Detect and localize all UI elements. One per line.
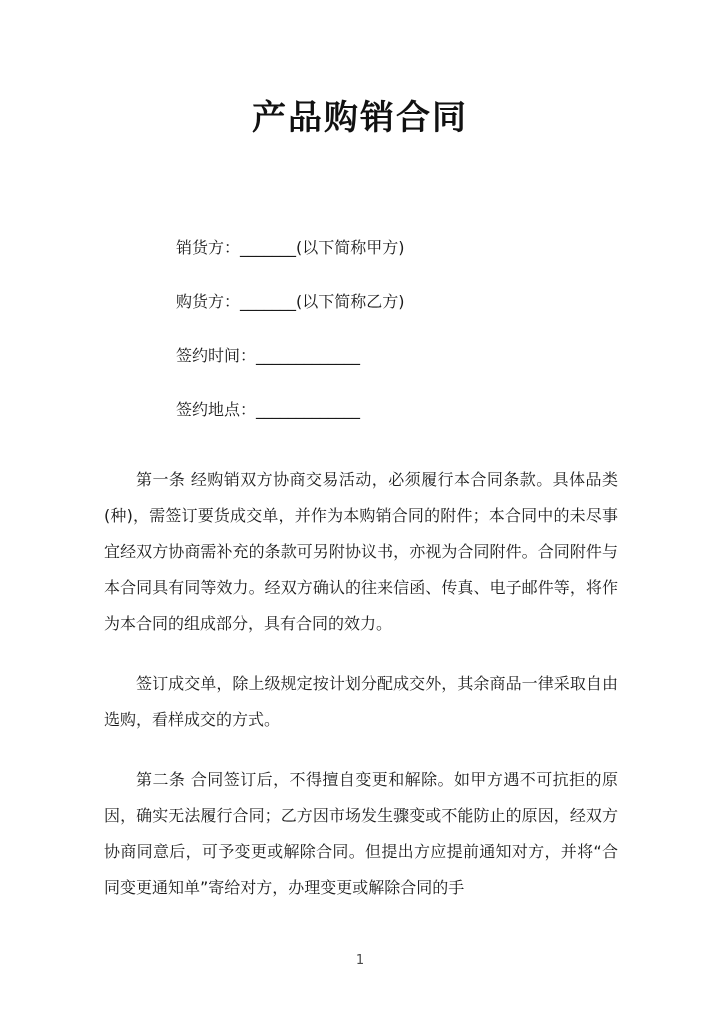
- paragraph-article-one: 第一条 经购销双方协商交易活动，必须履行本合同条款。具体品类(种)，需签订要货成交单，并作为本购销合同的附件；本合同中的未尽事宜经双方协商需补充的条款可另附协议书，亦视为合同附件。合同附件与本合同具有同等效力。经双方确认的往来信函、传真、电子邮件等，将作为本合同的组成部分，具有合同的效力。: [104, 470, 618, 633]
- party-fields: [176, 238, 646, 420]
- field-seller: 销货方：_______(以下简称甲方): [176, 238, 405, 257]
- field-signing-place: 签约地点：_____________: [176, 400, 361, 419]
- paragraph-transaction-note: 签订成交单，除上级规定按计划分配成交外，其余商品一律采取自由选购，看样成交的方式。: [104, 674, 618, 729]
- paragraph-article-two: 第二条 合同签订后，不得擅自变更和解除。如甲方遇不可抗拒的原因，确实无法履行合同；乙方因市场发生骤变或不能防止的原因，经双方协商同意后，可予变更或解除合同。但提出方应提前通知对方，并将“合同变更通知单”寄给对方，办理变更或解除合同的手: [104, 770, 618, 897]
- field-buyer: 购货方：_______(以下简称乙方): [176, 292, 405, 311]
- page-number: 1: [355, 953, 365, 968]
- field-signing-date: 签约时间：_____________: [176, 346, 361, 365]
- page-title: 产品购销合同: [252, 98, 468, 138]
- contract-body: [104, 462, 618, 906]
